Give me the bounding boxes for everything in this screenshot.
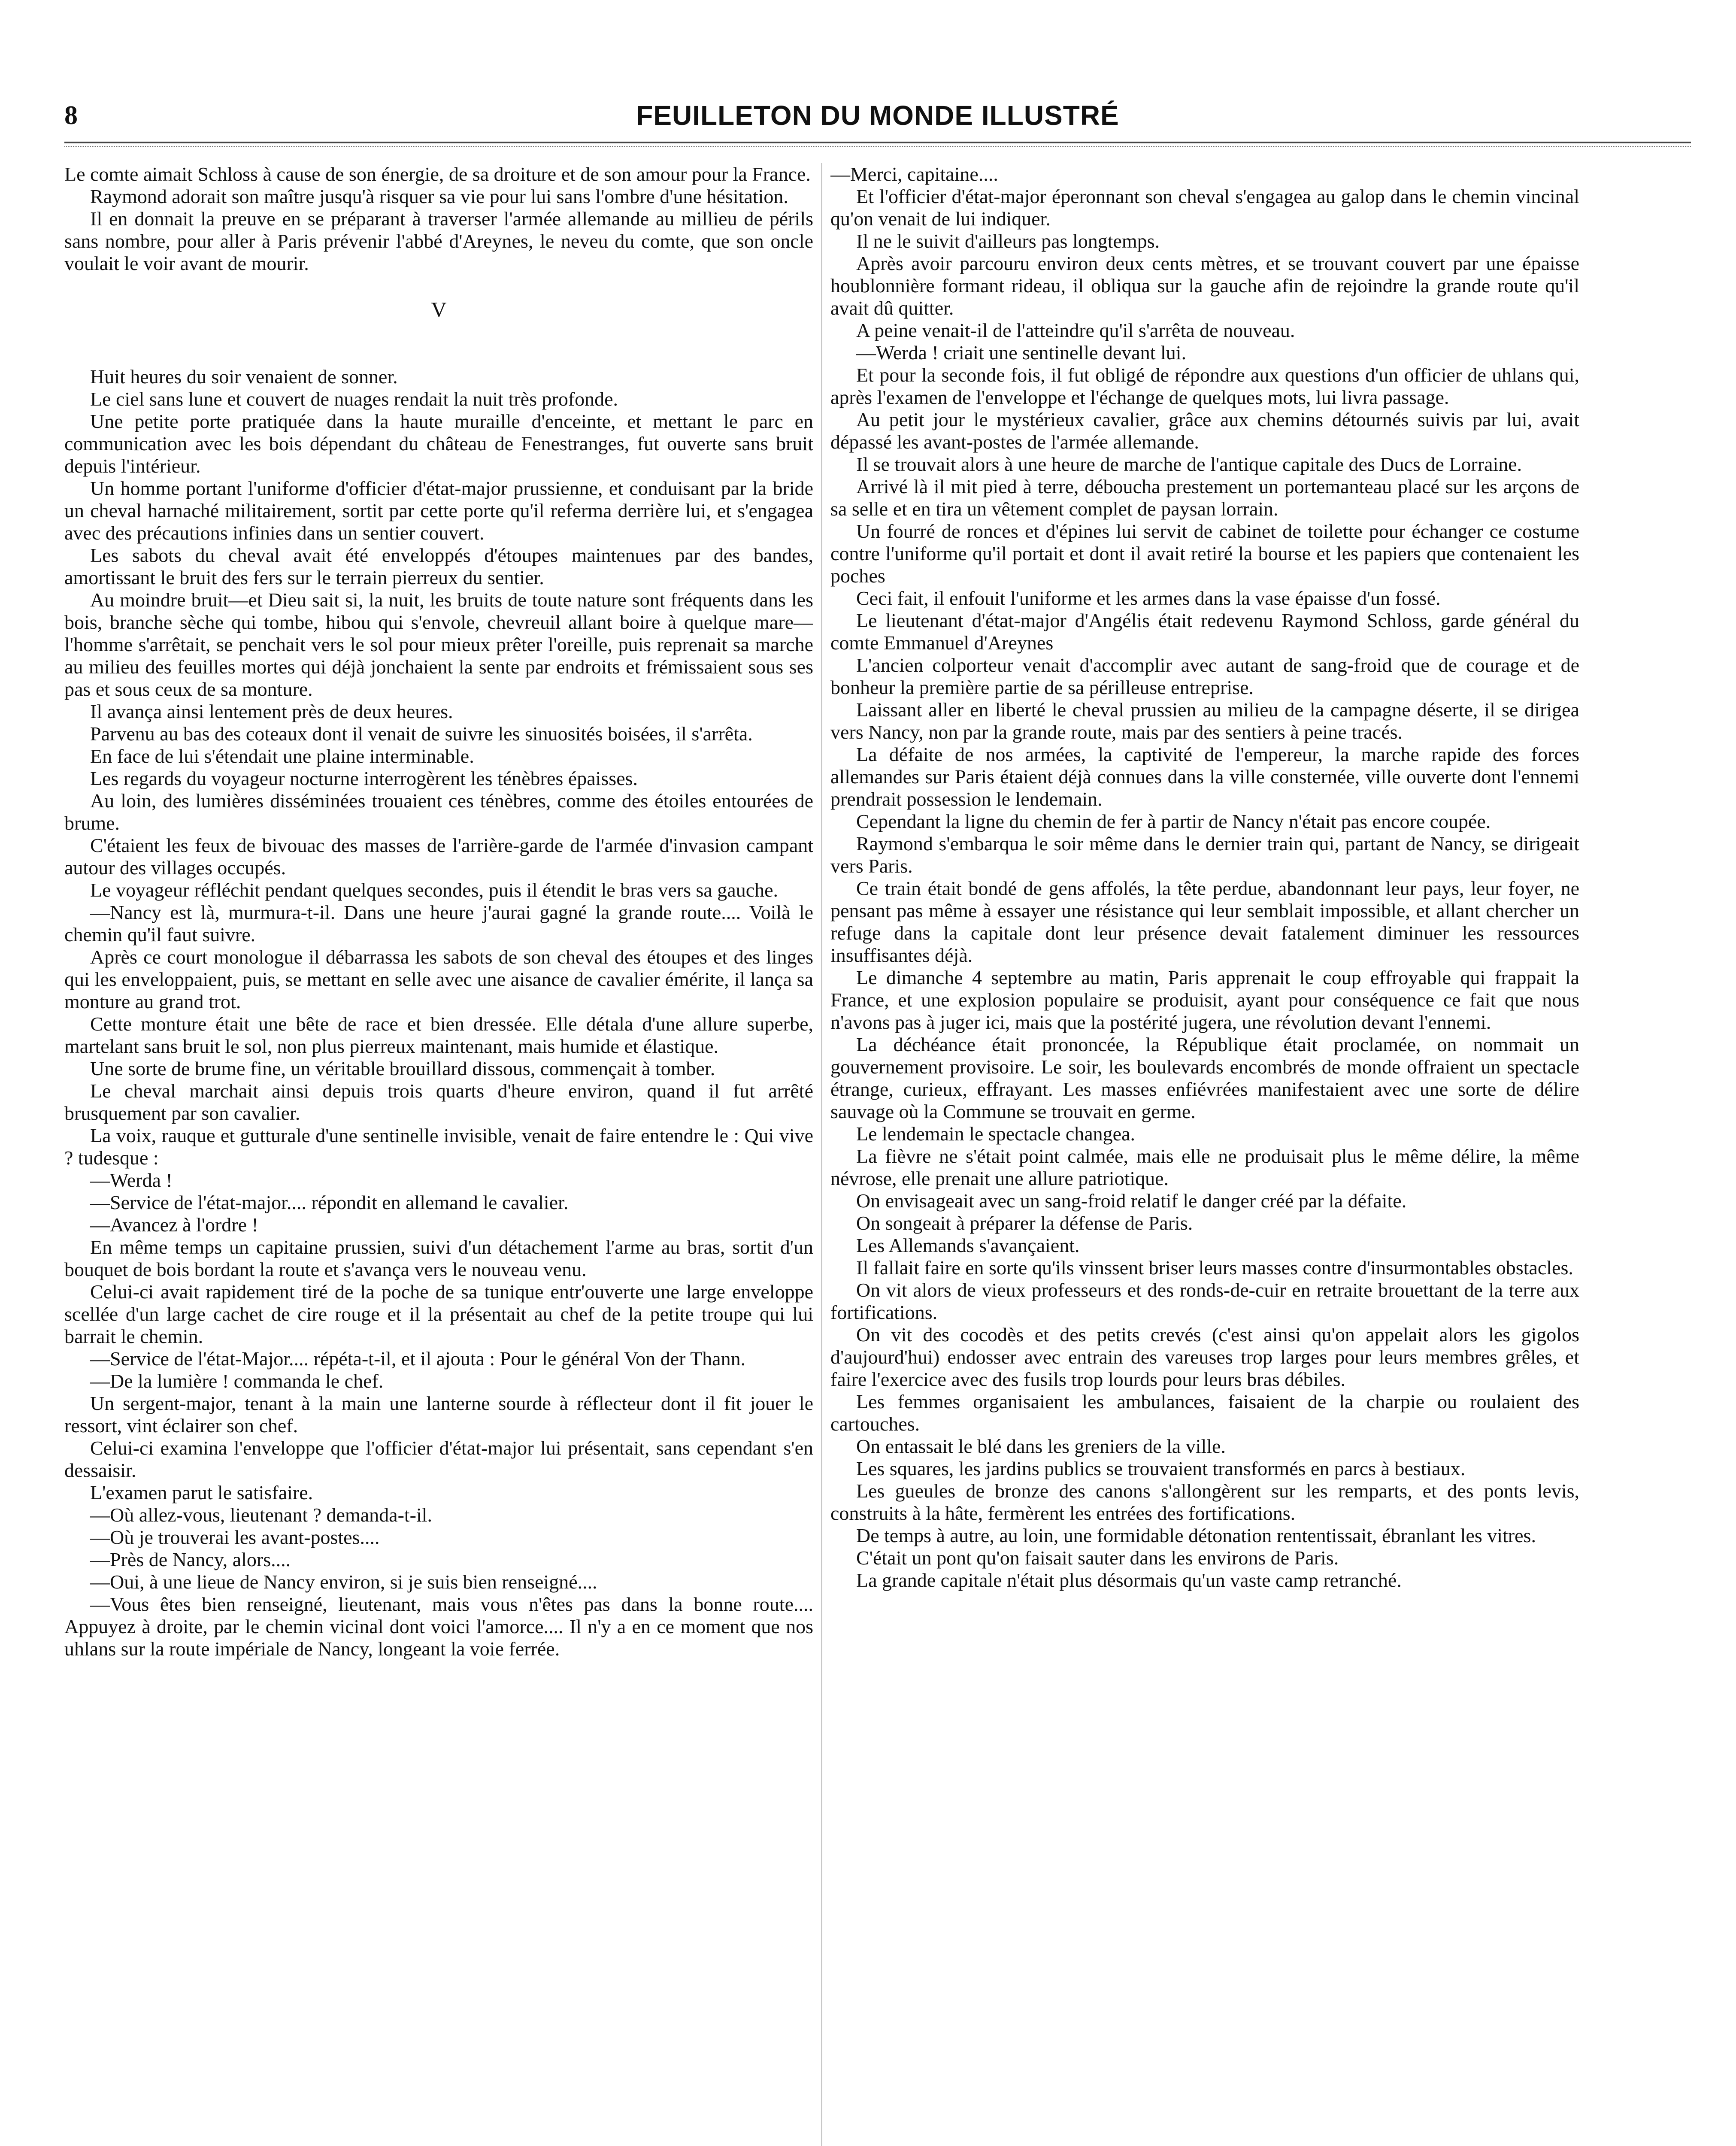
paragraph: On envisageait avec un sang-froid relatif le danger créé par la défaite. — [856, 1190, 1407, 1212]
paragraph: Au loin, des lumières disséminées trouaient ces ténèbres, comme des étoiles entourées de brume. — [64, 790, 813, 834]
paragraph: Et l'officier d'état-major éperonnant son cheval s'engagea au galop dans le chemin vincinal qu'on venait de lui indiquer. — [830, 185, 1579, 230]
paragraph: —Merci, capitaine.... — [830, 163, 998, 185]
paragraph: Laissant aller en liberté le cheval prussien au milieu de la campagne déserte, il se dirigea vers Nancy, non par la grande route, mais par des sentiers à peine tracés. — [830, 699, 1579, 743]
header-rule-dotted — [64, 146, 1691, 147]
paragraph: En face de lui s'étendait une plaine interminable. — [90, 745, 474, 767]
paragraph: Et pour la seconde fois, il fut obligé de répondre aux questions d'un officier de uhlans qui, après l'examen de l'enveloppe et l'échange de quelques mots, lui livra passage. — [830, 364, 1579, 408]
paragraph: La grande capitale n'était plus désormais qu'un vaste camp retranché. — [856, 1569, 1402, 1591]
paragraph: Cependant la ligne du chemin de fer à partir de Nancy n'était pas encore coupée. — [856, 810, 1491, 832]
paragraph: —Werda ! — [90, 1169, 173, 1191]
paragraph: —Près de Nancy, alors.... — [90, 1549, 291, 1570]
paragraph: En même temps un capitaine prussien, suivi d'un détachement l'arme au bras, sortit d'un bouquet de bois bordant la route et s'avança vers le nouveau venu. — [64, 1236, 813, 1280]
paragraph: Parvenu au bas des coteaux dont il venait de suivre les sinuosités boisées, il s'arrêta. — [90, 723, 753, 745]
paragraph: La défaite de nos armées, la captivité de l'empereur, la marche rapide des forces allemandes sur Paris étaient déjà connues dans la ville consternée, ville ouverte dont l'ennemi prendrait possession le lendemain. — [830, 743, 1579, 810]
right-body-text — [830, 163, 1579, 1591]
paragraph: Ceci fait, il enfouit l'uniforme et les armes dans la vase épaisse d'un fossé. — [856, 587, 1441, 609]
paragraph: Ce train était bondé de gens affolés, la tête perdue, abandonnant leur pays, leur foyer, ne pensant pas même à essayer une résistance qui leur semblait impossible, et allant chercher un refuge dans la capitale dont leur présence devait fatalement diminuer les ressources insuffisantes déjà. — [830, 877, 1579, 966]
paragraph: Raymond adorait son maître jusqu'à risquer sa vie pour lui sans l'ombre d'une hésitation. — [90, 185, 788, 207]
paragraph: Après ce court monologue il débarrassa les sabots de son cheval des étoupes et des linges qui les enveloppaient, puis, se mettant en selle avec une aisance de cavalier émérite, il lança sa monture au grand trot. — [64, 946, 813, 1012]
paragraph: Le comte aimait Schloss à cause de son énergie, de sa droiture et de son amour pour la France. — [64, 163, 811, 185]
paragraph: —Où je trouverai les avant-postes.... — [90, 1526, 380, 1548]
header-rule — [64, 142, 1691, 143]
running-title: FEUILLETON DU MONDE ILLUSTRÉ — [636, 100, 1119, 131]
left-column — [64, 163, 813, 2146]
paragraph: Il se trouvait alors à une heure de marche de l'antique capitale des Ducs de Lorraine. — [856, 453, 1522, 475]
paragraph: La voix, rauque et gutturale d'une sentinelle invisible, venait de faire entendre le : Qui vive ? tudesque : — [64, 1125, 813, 1169]
paragraph: On vit des cocodès et des petits crevés (c'est ainsi qu'on appelait alors les gigolos d'aujourd'hui) endosser avec entrain des vareuses trop larges pour leurs membres grêles, et faire l'exercice avec des fusils trop lourds pour leurs bras débiles. — [830, 1324, 1579, 1390]
paragraph: Après avoir parcouru environ deux cents mètres, et se trouvant couvert par une épaisse houblonnière formant rideau, il obliqua sur la gauche afin de rejoindre la grande route qu'il avait dû quitter. — [830, 252, 1579, 319]
paragraph: Le ciel sans lune et couvert de nuages rendait la nuit très profonde. — [90, 388, 618, 410]
paragraph: —Nancy est là, murmura-t-il. Dans une heure j'aurai gagné la grande route.... Voilà le chemin qu'il faut suivre. — [64, 901, 813, 946]
paragraph: —Avancez à l'ordre ! — [90, 1214, 258, 1236]
paragraph: Les Allemands s'avançaient. — [856, 1234, 1080, 1256]
paragraph: —Werda ! criait une sentinelle devant lui. — [856, 342, 1187, 364]
paragraph: On entassait le blé dans les greniers de la ville. — [856, 1435, 1226, 1457]
paragraph: Les femmes organisaient les ambulances, faisaient de la charpie ou roulaient des cartouches. — [830, 1391, 1579, 1435]
right-column — [830, 163, 1579, 2146]
paragraph: Les squares, les jardins publics se trouvaient transformés en parcs à bestiaux. — [856, 1458, 1466, 1479]
page-header — [64, 100, 1691, 135]
paragraph: Un fourré de ronces et d'épines lui servit de cabinet de toilette pour échanger ce costume contre l'uniforme qu'il portait et dont il avait retiré la bourse et les papiers que contenaient les poches — [830, 520, 1579, 587]
paragraph: Celui-ci examina l'enveloppe que l'officier d'état-major lui présentait, sans cependant s'en dessaisir. — [64, 1437, 813, 1481]
paragraph: Huit heures du soir venaient de sonner. — [90, 366, 398, 388]
paragraph: Une petite porte pratiquée dans la haute muraille d'enceinte, et mettant le parc en communication avec les bois dépendant du château de Fenestranges, fut ouverte sans bruit depuis l'intérieur. — [64, 410, 813, 477]
paragraph: Il fallait faire en sorte qu'ils vinssent briser leurs masses contre d'insurmontables obstacles. — [856, 1257, 1573, 1279]
paragraph: Un homme portant l'uniforme d'officier d'état-major prussienne, et conduisant par la bride un cheval harnaché militairement, sortit par cette porte qu'il referma derrière lui, et s'engagea avec des précautions infinies dans un sentier couvert. — [64, 477, 813, 544]
paragraph: —De la lumière ! commanda le chef. — [90, 1370, 384, 1392]
paragraph: La déchéance était prononcée, la République était proclamée, on nommait un gouvernement provisoire. Le soir, les boulevards encombrés de monde offraient un spectacle étrange, curieux, effrayant. Les masses enfiévrées manifestaient avec une sorte de délire sauvage où la Commune se trouvait en germe. — [830, 1034, 1579, 1122]
chapter-heading: V — [431, 297, 447, 321]
paragraph: Le voyageur réfléchit pendant quelques secondes, puis il étendit le bras vers sa gauche. — [90, 879, 779, 901]
column-divider — [821, 163, 822, 2146]
paragraph: Les gueules de bronze des canons s'allongèrent sur les remparts, et des ponts levis, construits à la hâte, fermèrent les entrées des fortifications. — [830, 1480, 1579, 1524]
paragraph: C'était un pont qu'on faisait sauter dans les environs de Paris. — [856, 1547, 1339, 1569]
paragraph: Au moindre bruit—et Dieu sait si, la nuit, les bruits de toute nature sont fréquents dans les bois, branche sèche qui tombe, hibou qui s'envole, chevreuil allant boire à quelque mare—l'homme s'arrêtait, se penchait vers le sol pour mieux prêter l'oreille, puis reprenait sa marche au milieu des feuilles mortes qui déjà jonchaient la sente par endroits et frémissaient sous ses pas et sous ceux de sa monture. — [64, 589, 813, 700]
paragraph: —Service de l'état-major.... répondit en allemand le cavalier. — [90, 1191, 569, 1213]
paragraph: Il avança ainsi lentement près de deux heures. — [90, 700, 453, 722]
paragraph: —Vous êtes bien renseigné, lieutenant, mais vous n'êtes pas dans la bonne route.... Appuyez à droite, par le chemin vicinal dont voici l'amorce.... Il n'y a en ce moment que nos uhlans sur la route impériale de Nancy, longeant la voie ferrée. — [64, 1593, 813, 1660]
paragraph: Le cheval marchait ainsi depuis trois quarts d'heure environ, quand il fut arrêté brusquement par son cavalier. — [64, 1080, 813, 1124]
paragraph: L'examen parut le satisfaire. — [90, 1482, 313, 1503]
paragraph: Le lendemain le spectacle changea. — [856, 1123, 1136, 1145]
paragraph: Un sergent-major, tenant à la main une lanterne sourde à réflecteur dont il fit jouer le ressort, vint éclairer son chef. — [64, 1392, 813, 1437]
paragraph: Les regards du voyageur nocturne interrogèrent les ténèbres épaisses. — [90, 767, 638, 789]
left-body-text — [64, 366, 813, 1660]
paragraph: Raymond s'embarqua le soir même dans le dernier train qui, partant de Nancy, se dirigeait vers Paris. — [830, 833, 1579, 877]
paragraph: Le dimanche 4 septembre au matin, Paris apprenait le coup effroyable qui frappait la France, et une explosion populaire se produisit, ayant pour conséquence ce fait que nous n'avons pas à juger ici, mais que la postérité jugera, une révolution devant l'ennemi. — [830, 967, 1579, 1033]
paragraph: Arrivé là il mit pied à terre, déboucha prestement un portemanteau placé sur les arçons de sa selle et en tira un vêtement complet de paysan lorrain. — [830, 476, 1579, 520]
paragraph: Cette monture était une bête de race et bien dressée. Elle détala d'une allure superbe, martelant sans bruit le sol, non plus pierreux maintenant, mais humide et élastique. — [64, 1013, 813, 1057]
paragraph: —Oui, à une lieue de Nancy environ, si je suis bien renseigné.... — [90, 1571, 597, 1593]
paragraph: Au petit jour le mystérieux cavalier, grâce aux chemins détournés suivis par lui, avait dépassé les avant-postes de l'armée allemande. — [830, 409, 1579, 453]
paragraph: De temps à autre, au loin, une formidable détonation rententissait, ébranlant les vitres. — [856, 1525, 1536, 1546]
paragraph: On songeait à préparer la défense de Paris. — [856, 1212, 1193, 1234]
page-number: 8 — [64, 101, 78, 130]
paragraph: La fièvre ne s'était point calmée, mais elle ne produisait plus le même délire, la même névrose, elle prenait une allure patriotique. — [830, 1145, 1579, 1189]
paragraph: Il ne le suivit d'ailleurs pas longtemps. — [856, 230, 1160, 252]
paragraph: Il en donnait la preuve en se préparant à traverser l'armée allemande au millieu de périls sans nombre, pour aller à Paris prévenir l'abbé d'Areynes, le neveu du comte, que son oncle voulait le voir avant de mourir. — [64, 208, 813, 274]
paragraph: Les sabots du cheval avait été enveloppés d'étoupes maintenues par des bandes, amortissant le bruit des fers sur le terrain pierreux du sentier. — [64, 544, 813, 588]
paragraph: Le lieutenant d'état-major d'Angélis était redevenu Raymond Schloss, garde général du comte Emmanuel d'Areynes — [830, 609, 1579, 654]
paragraph: C'étaient les feux de bivouac des masses de l'arrière-garde de l'armée d'invasion campant autour des villages occupés. — [64, 834, 813, 879]
paragraph: L'ancien colporteur venait d'accomplir avec autant de sang-froid que de courage et de bonheur la première partie de sa périlleuse entreprise. — [830, 654, 1579, 698]
paragraph: A peine venait-il de l'atteindre qu'il s'arrêta de nouveau. — [856, 319, 1295, 341]
paragraph: —Service de l'état-Major.... répéta-t-il, et il ajouta : Pour le général Von der Thann. — [90, 1348, 746, 1370]
paragraph: On vit alors de vieux professeurs et des ronds-de-cuir en retraite brouettant de la terre aux fortifications. — [830, 1279, 1579, 1323]
paragraph: —Où allez-vous, lieutenant ? demanda-t-il. — [90, 1504, 433, 1526]
left-intro-text — [64, 163, 813, 275]
paragraph: Celui-ci avait rapidement tiré de la poche de sa tunique entr'ouverte une large enveloppe scellée d'un large cachet de cire rouge et il la présentait au chef de la petite troupe qui lui barrait le chemin. — [64, 1281, 813, 1347]
paragraph: Une sorte de brume fine, un véritable brouillard dissous, commençait à tomber. — [90, 1058, 715, 1079]
